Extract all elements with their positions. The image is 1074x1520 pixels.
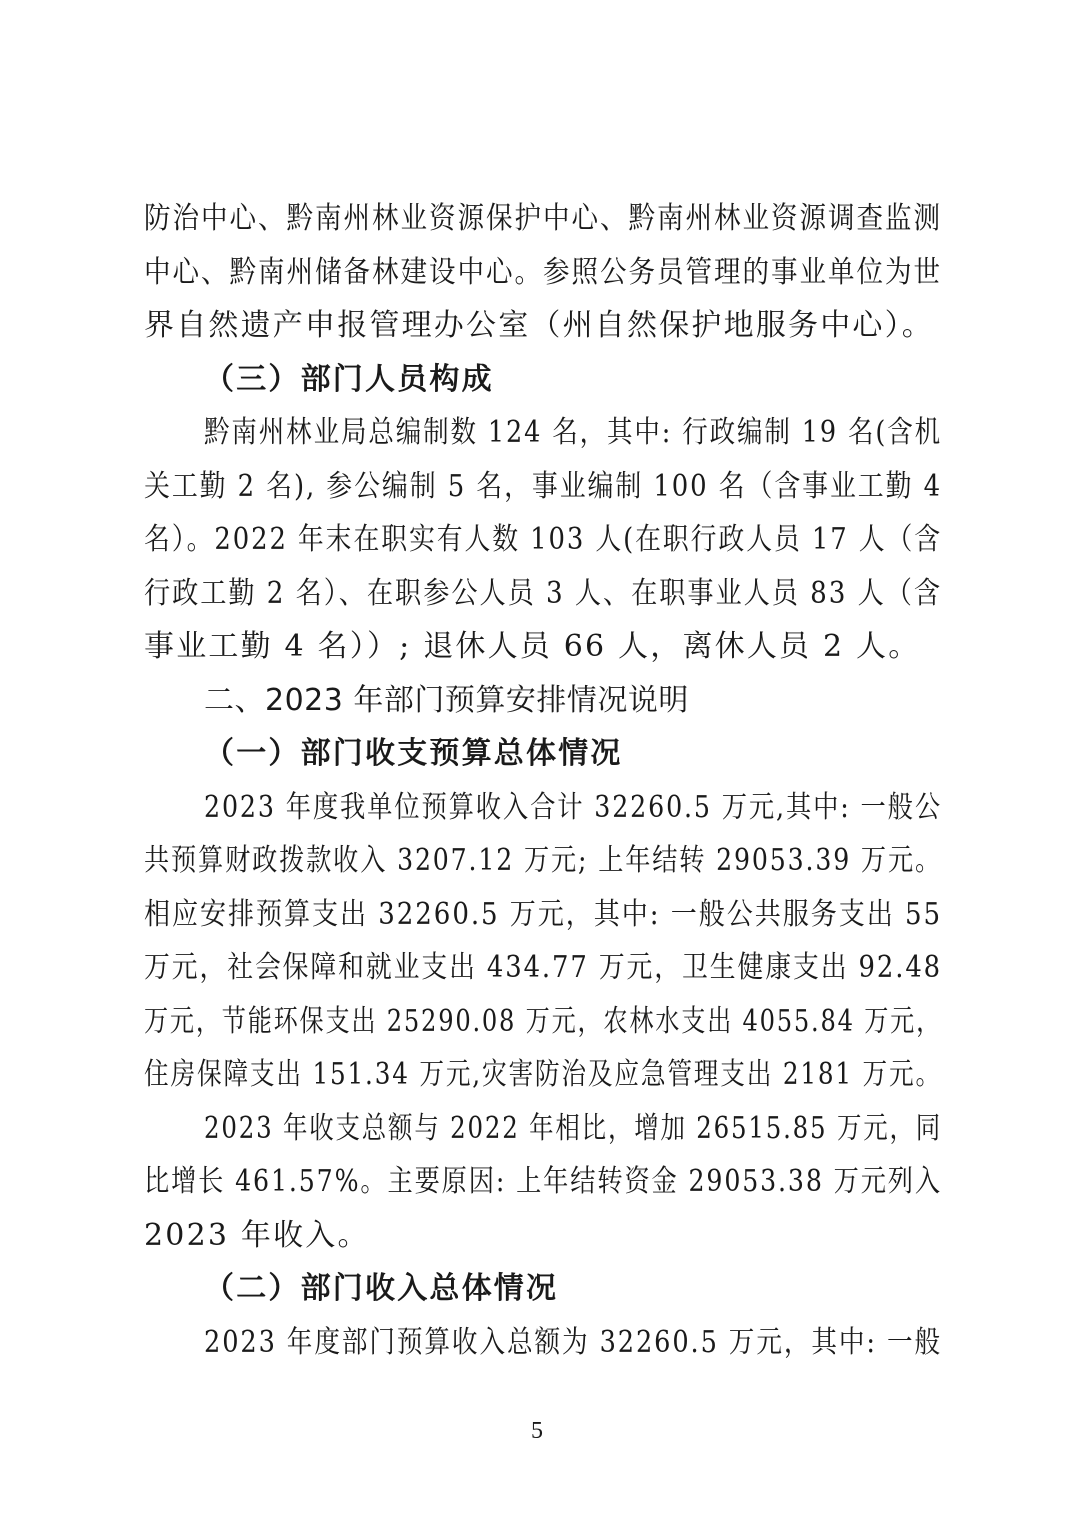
paragraph-line: 关工勤 2 名), 参公编制 5 名，事业编制 100 名（含事业工勤 4 (144, 468, 942, 504)
paragraph-line: 事业工勤 4 名））; 退休人员 66 人，离休人员 2 人。 (144, 629, 921, 664)
paragraph-line: 2023 年收入。 (144, 1217, 370, 1253)
chapter-heading: 二、2023 年部门预算安排情况说明 (204, 682, 689, 718)
paragraph-line: 2023 年收支总额与 2022 年相比，增加 26515.85 万元，同 (204, 1110, 942, 1146)
paragraph-line: 万元，节能环保支出 25290.08 万元，农林水支出 4055.84 万元， (144, 1003, 942, 1039)
paragraph-line: 比增长 461.57%。主要原因: 上年结转资金 29053.38 万元列入 (144, 1164, 942, 1199)
paragraph-line: 2023 年度部门预算收入总额为 32260.5 万元，其中: 一般 (204, 1324, 942, 1360)
paragraph-line: 名）。2022 年末在职实有人数 103 人(在职行政人员 17 人（含 (144, 522, 942, 557)
paragraph-line: 住房保障支出 151.34 万元,灾害防治及应急管理支出 2181 万元。 (144, 1057, 942, 1092)
section-heading: （二）部门收入总体情况 (204, 1271, 559, 1306)
document-body (144, 192, 942, 1369)
paragraph-line: 2023 年度我单位预算收入合计 32260.5 万元,其中: 一般公 (204, 789, 942, 825)
page-number: 5 (531, 1418, 543, 1444)
paragraph-line: 黔南州林业局总编制数 124 名，其中: 行政编制 19 名(含机 (204, 415, 942, 450)
paragraph-line: 共预算财政拨款收入 3207.12 万元; 上年结转 29053.39 万元。 (144, 843, 942, 878)
paragraph-line: 界自然遗产申报管理办公室（州自然保护地服务中心）。 (144, 308, 934, 343)
paragraph-line: 防治中心、黔南州林业资源保护中心、黔南州林业资源调查监测 (144, 201, 942, 236)
section-heading: （一）部门收支预算总体情况 (204, 736, 623, 771)
section-heading: （三）部门人员构成 (204, 361, 494, 397)
paragraph-line: 行政工勤 2 名）、在职参公人员 3 人、在职事业人员 83 人（含 (144, 575, 942, 611)
paragraph-line: 相应安排预算支出 32260.5 万元，其中: 一般公共服务支出 55 (144, 896, 942, 932)
paragraph-line: 中心、黔南州储备林建设中心。参照公务员管理的事业单位为世 (144, 254, 942, 290)
paragraph-line: 万元，社会保障和就业支出 434.77 万元，卫生健康支出 92.48 (144, 950, 942, 985)
